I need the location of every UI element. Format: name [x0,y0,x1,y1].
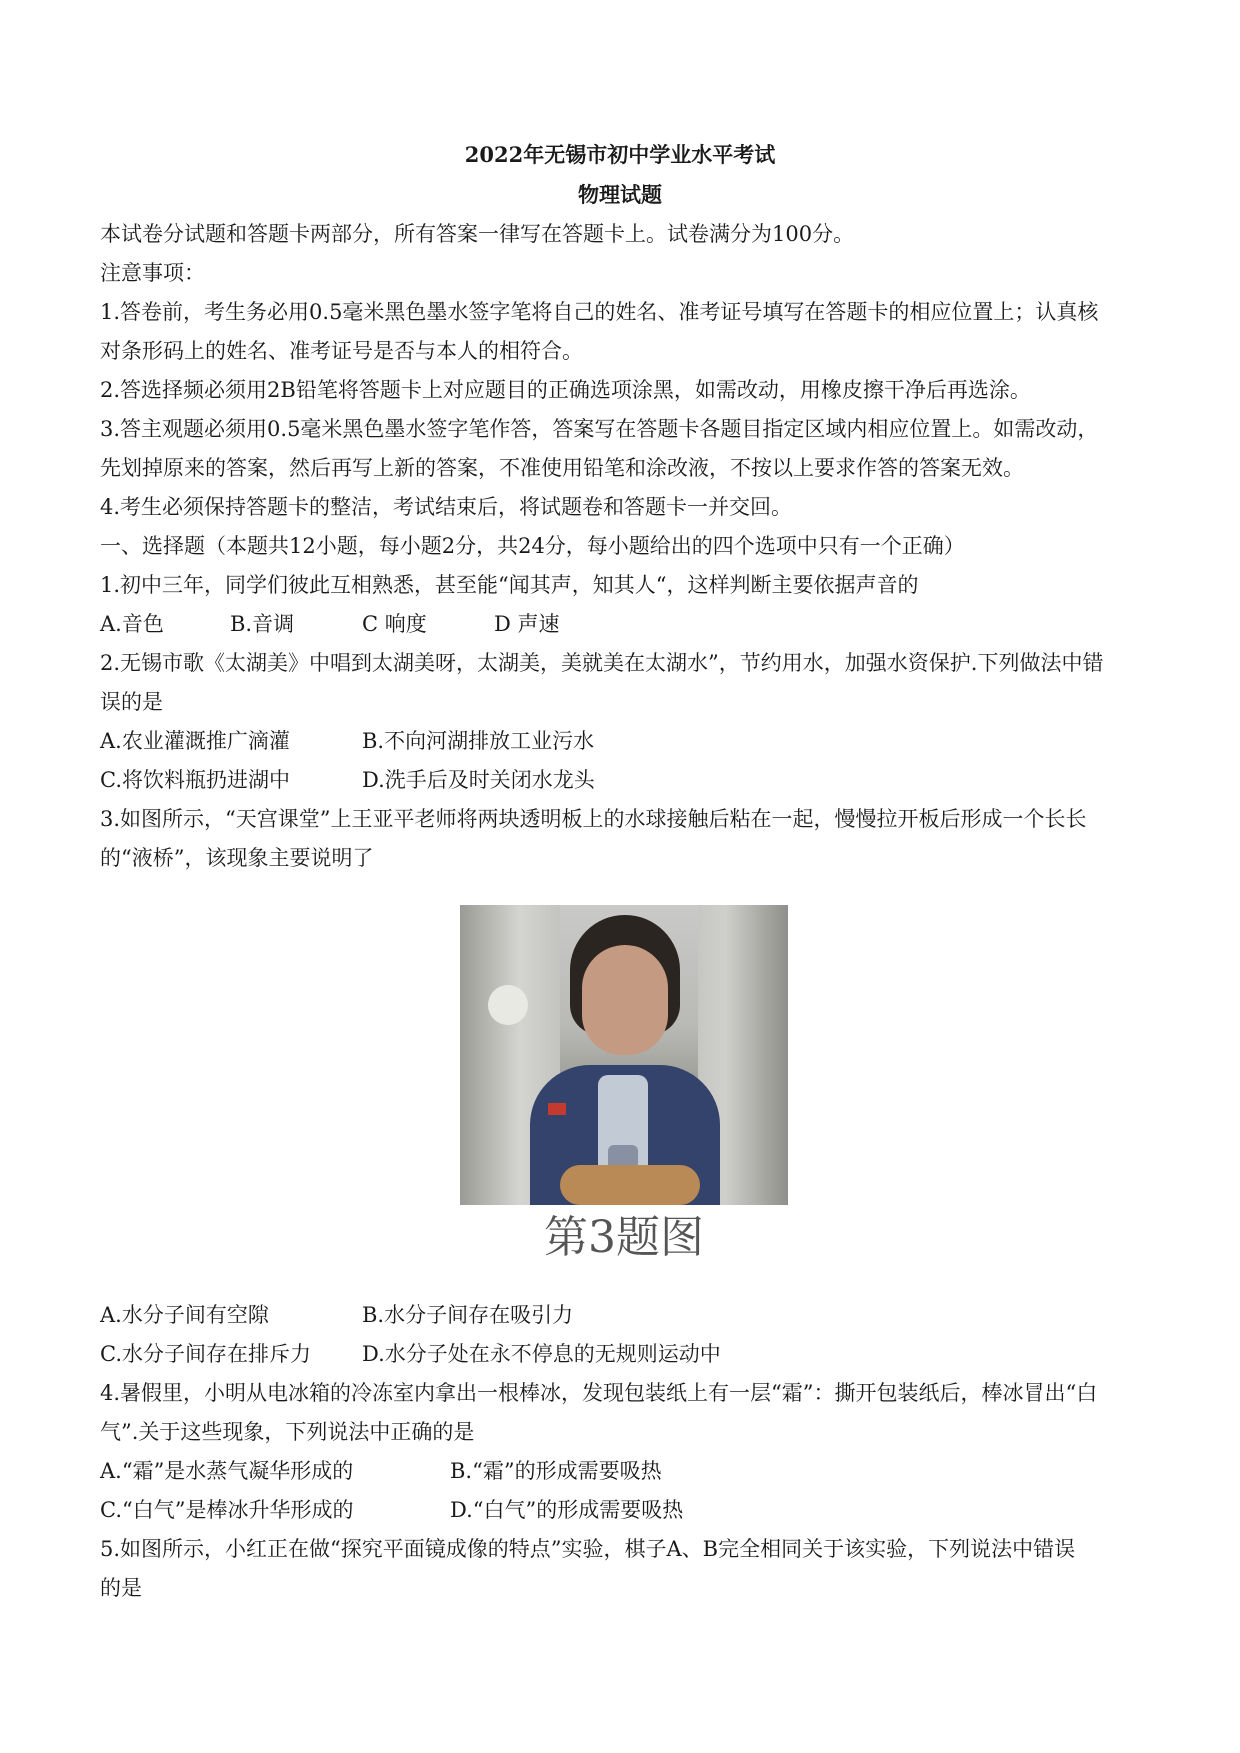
q1-option-a: A.音色 [100,612,164,636]
q2-stem-1: 2.无锡市歌《太湖美》中唱到太湖美呀，太湖美，美就美在太湖水”，节约用水，加强水资保护.下列做法中错 [100,651,1104,675]
q1-stem: 1.初中三年，同学们彼此互相熟悉，甚至能“闻其声，知其人“，这样判断主要依据声音的 [100,573,919,597]
q4-option-a: A.“霜”是水蒸气凝华形成的 [100,1459,354,1483]
section-heading: 一、选择题（本题共12小题，每小题2分，共24分，每小题给出的四个选项中只有一个正确） [100,534,965,558]
q4-option-d: D.“白气”的形成需要吸热 [450,1498,684,1522]
notice-4: 4.考生必须保持答题卡的整洁，考试结束后，将试题卷和答题卡一并交回。 [100,495,793,519]
notice-3b: 先划掉原来的答案，然后再写上新的答案，不准使用铅笔和涂改液，不按以上要求作答的答案无效。 [100,456,1024,480]
astronaut-face [582,945,668,1055]
notice-1b: 对条形码上的姓名、准考证号是否与本人的相符合。 [100,339,583,363]
q3-figure-photo [460,905,788,1205]
q1-option-d: D 声速 [494,612,560,636]
exam-title: 2022年无锡市初中学业水平考试 [464,142,776,167]
intro-line: 本试卷分试题和答题卡两部分，所有答案一律写在答题卡上。试卷满分为100分。 [100,222,855,246]
flag-patch [548,1103,566,1115]
q3-figure-caption: 第3题图 [544,1212,704,1263]
q4-stem-2: 气”.关于这些现象，下列说法中正确的是 [100,1420,475,1444]
q5-stem-1: 5.如图所示，小红正在做“探究平面镜成像的特点”实验，棋子A、B完全相同关于该实验，下列说法中错误 [100,1537,1076,1561]
q3-option-c: C.水分子间存在排斥力 [100,1342,311,1366]
exam-subtitle: 物理试题 [578,182,662,207]
astronaut-hands [560,1165,700,1205]
q1-option-c: C 响度 [362,612,427,636]
q2-option-d: D.洗手后及时关闭水龙头 [362,768,595,792]
notice-label: 注意事项： [100,261,205,285]
q3-option-b: B.水分子间存在吸引力 [362,1303,574,1327]
station-lamp [488,985,528,1025]
notice-3a: 3.答主观题必须用0.5毫米黑色墨水签字笔作答，答案写在答题卡各题目指定区域内相应位置上。如需改动， [100,417,1099,441]
q2-stem-2: 误的是 [100,690,163,714]
q4-stem-1: 4.暑假里，小明从电冰箱的冷冻室内拿出一根棒冰，发现包装纸上有一层“霜”：撕开包装纸后，棒冰冒出“白 [100,1381,1098,1405]
q3-stem-1: 3.如图所示，“天宫课堂”上王亚平老师将两块透明板上的水球接触后粘在一起，慢慢拉开板后形成一个长长 [100,807,1087,831]
notice-1a: 1.答卷前，考生务必用0.5毫米黑色墨水签字笔将自己的姓名、准考证号填写在答题卡的相应位置上；认真核 [100,300,1099,324]
q1-option-b: B.音调 [230,612,295,636]
q3-option-a: A.水分子间有空隙 [100,1303,269,1327]
q4-option-c: C.“白气”是棒冰升华形成的 [100,1498,354,1522]
q2-option-c: C.将饮料瓶扔进湖中 [100,768,290,792]
q4-option-b: B.“霜”的形成需要吸热 [450,1459,662,1483]
q5-stem-2: 的是 [100,1576,142,1600]
q3-option-d: D.水分子处在永不停息的无规则运动中 [362,1342,721,1366]
notice-2: 2.答选择频必须用2B铅笔将答题卡上对应题目的正确选项涂黑，如需改动，用橡皮擦干净后再选涂。 [100,378,1031,402]
q2-option-b: B.不向河湖排放工业污水 [362,729,595,753]
q3-stem-2: 的“液桥”，该现象主要说明了 [100,846,374,870]
q2-option-a: A.农业灌溉推广滴灌 [100,729,290,753]
